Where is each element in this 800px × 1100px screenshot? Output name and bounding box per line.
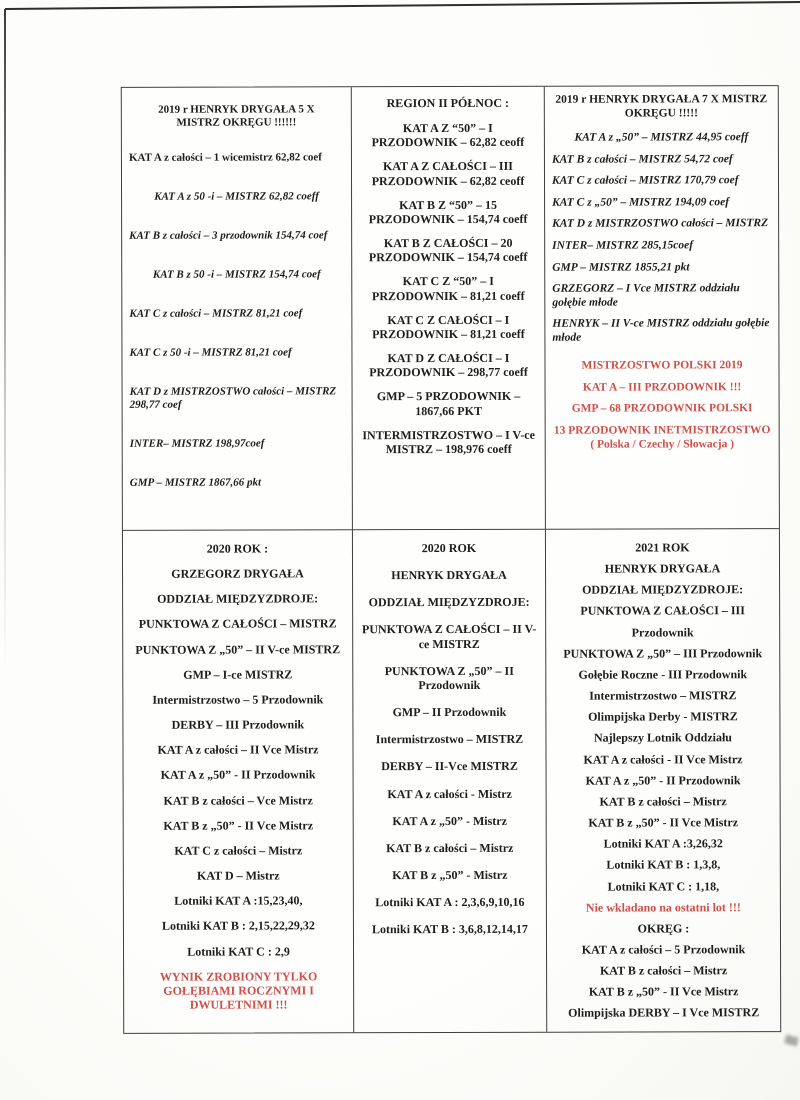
achievement-line: Najlepszy Lotnik Oddziału bbox=[593, 730, 733, 746]
scan-smudge bbox=[784, 1034, 799, 1046]
cell-header: 2019 r HENRYK DRYGAŁA 5 X MISTRZ OKRĘGU !!!!!! bbox=[158, 103, 315, 129]
achievement-line: GMP – MISTRZ 1867,66 pkt bbox=[129, 476, 262, 489]
achievement-line: DERBY – III Przodownik bbox=[171, 717, 305, 732]
achievement-line: KAT B z całości – 3 przodownik 154,74 coef bbox=[129, 229, 328, 242]
achievement-line: Olimpijska Derby - MISTRZ bbox=[588, 709, 738, 724]
achievement-line: KAT A Z CAŁOŚCI – III PRZODOWNIK – 62,82 ceoff bbox=[371, 159, 525, 188]
achievement-line: Gołębie Roczne - III Przodownik bbox=[578, 667, 748, 682]
achievement-line: GMP – 5 PRZODOWNIK – 1867,66 PKT bbox=[376, 389, 521, 418]
achievement-line: ODDZIAŁ MIĘDZYZDROJE: bbox=[368, 595, 530, 610]
achievement-line: KAT A z „50” - II Przodownik bbox=[160, 767, 316, 783]
achievement-line: ODDZIAŁ MIĘDZYZDROJE: bbox=[157, 591, 319, 607]
achievement-line: KAT C Z CAŁOŚCI – I PRZODOWNIK – 81,21 coeff bbox=[372, 312, 525, 342]
achievement-line: KAT B z „50” - II Vce Mistrz bbox=[588, 815, 739, 830]
achievement-line: Lotniki KAT C : 2,9 bbox=[187, 943, 290, 959]
achievement-line: KAT B z całości – Vce Mistrz bbox=[163, 792, 313, 808]
achievement-line: KAT B z całości – Mistrz bbox=[599, 794, 727, 809]
achievement-line: KAT A z 50 -i – MISTRZ 62,82 coeff bbox=[154, 190, 319, 203]
achievement-line: KAT B z „50” - II Vce Mistrz bbox=[163, 818, 314, 833]
scan-edge-top bbox=[5, 1, 800, 10]
achievement-line: KAT B z „50” - II Vce Mistrz bbox=[588, 984, 739, 999]
achievement-line: GMP – MISTRZ 1855,21 pkt bbox=[552, 260, 690, 274]
achievement-line: PUNKTOWA Z „50” – III Przodownik bbox=[563, 645, 763, 661]
achievement-line: Lotniki KAT A :15,23,40, bbox=[174, 893, 303, 908]
achievement-line: KAT B z całości – MISTRZ 54,72 coef bbox=[551, 152, 733, 166]
achievement-line: HENRYK DRYGAŁA bbox=[391, 568, 507, 583]
achievement-line: DERBY – II-Vce MISTRZ bbox=[381, 759, 518, 774]
achievement-line: PUNKTOWA Z „50” – II Przodownik bbox=[384, 663, 514, 693]
achievement-line: Lotniki KAT B : 1,3,8, bbox=[606, 857, 721, 872]
achievement-line: KAT B z „50” - Mistrz bbox=[392, 867, 508, 883]
achievement-line: KAT C z „50” – MISTRZ 194,09 coef bbox=[552, 196, 730, 209]
achievement-line: KAT C z 50 -i – MISTRZ 81,21 coef bbox=[129, 346, 292, 359]
achievement-line: KAT A z całości - II Vce Mistrz bbox=[583, 751, 743, 767]
achievement-line: Intermistrzostwo – MISTRZ bbox=[375, 732, 524, 747]
achievement-line: PUNKTOWA Z CAŁOŚCI – III bbox=[580, 603, 745, 619]
achievement-line: INTER– MISTRZ 198,97coef bbox=[129, 437, 265, 450]
achievement-line: ODDZIAŁ MIĘDZYZDROJE: bbox=[582, 582, 744, 597]
achievement-line: Olimpijska DERBY – I Vce MISTRZ bbox=[568, 1005, 760, 1021]
achievement-line: KAT A – III PRZODOWNIK !!! bbox=[582, 381, 742, 394]
achievement-line: KAT A z „50” - II Przodownik bbox=[585, 772, 741, 788]
achievement-line: KAT B z całości – Mistrz bbox=[386, 840, 514, 856]
cell-header: REGION II PÓŁNOC : bbox=[386, 95, 509, 111]
scan-edge-left bbox=[4, 9, 6, 669]
achievement-line: GMP – I-ce MISTRZ bbox=[183, 667, 293, 682]
achievement-line: GRZEGORZ DRYGAŁA bbox=[171, 566, 304, 581]
achievement-line: KAT D z MISTRZOSTWO całości – MISTRZ 298,77 coef bbox=[129, 385, 337, 411]
cell-header: 2020 ROK : bbox=[206, 541, 269, 556]
table-cell-2020-henryk bbox=[353, 530, 547, 1033]
achievement-line: Przodownik bbox=[631, 624, 694, 640]
achievement-line: GMP – 68 PRZODOWNIK POLSKI bbox=[571, 402, 753, 416]
achievement-line: KAT A z „50” - Mistrz bbox=[392, 813, 507, 828]
achievement-line: Lotniki KAT A :3,26,32 bbox=[603, 836, 723, 851]
achievement-line: INTER– MISTRZ 285,15coef bbox=[552, 239, 694, 252]
achievement-line: INTERMISTRZOSTWO – I V-ce MISTRZ – 198,976 coeff bbox=[362, 427, 535, 456]
achievement-line: KAT A z całości – II Vce Mistrz bbox=[157, 742, 319, 758]
achievement-line: 13 PRZODOWNIK INETMISTRZOSTWO ( Polska / Czechy / Słowacja ) bbox=[553, 424, 771, 451]
achievement-line: HENRYK DRYGAŁA bbox=[604, 561, 721, 576]
achievement-line: Nie wkladano na ostatni lot !!! bbox=[585, 899, 741, 915]
achievement-line: KAT C z całości – Mistrz bbox=[174, 843, 303, 858]
achievement-line: KAT B z całości – Mistrz bbox=[599, 963, 728, 978]
achievement-line: KAT A z „50” – MISTRZ 44,95 coeff bbox=[574, 131, 749, 144]
achievement-line: PUNKTOWA Z „50” – II V-ce MISTRZ bbox=[135, 641, 341, 657]
achievement-line: KAT A z całości – 5 Przodownik bbox=[581, 942, 746, 957]
achievement-line: Lotniki KAT B : 2,15,22,29,32 bbox=[161, 918, 315, 934]
achievement-line: GRZEGORZ – I Vce MISTRZ oddziału gołębie młode bbox=[552, 282, 740, 309]
achievement-line: KAT A z całości - Mistrz bbox=[387, 786, 512, 801]
table-cell-2019-drygala-7x bbox=[545, 86, 779, 530]
achievement-line: Intermistrzostwo – MISTRZ bbox=[589, 688, 737, 703]
table-cell-2019-drygala-5x bbox=[122, 87, 353, 531]
achievement-line: KAT A Z “50” – I PRZODOWNIK – 62,82 ceoff bbox=[371, 121, 525, 150]
achievement-line: KAT D z MISTRZOSTWO całości – MISTRZ bbox=[552, 217, 769, 231]
achievement-line: KAT C Z “50” – I PRZODOWNIK – 81,21 coeff bbox=[371, 274, 525, 303]
results-table bbox=[121, 85, 781, 1034]
table-cell-region-ii-polnoc bbox=[352, 87, 546, 531]
achievement-line: KAT B Z “50” – 15 PRZODOWNIK – 154,74 coeff bbox=[368, 197, 528, 227]
achievement-line: Intermistrzostwo – 5 Przodownik bbox=[152, 692, 324, 707]
cell-header: 2019 r HENRYK DRYGAŁA 7 X MISTRZ OKRĘGU !!!!! bbox=[555, 93, 768, 120]
achievement-line: Lotniki KAT B : 3,6,8,12,14,17 bbox=[371, 922, 528, 937]
cell-header: 2021 ROK bbox=[635, 540, 690, 555]
achievement-line: KAT B Z CAŁOŚCI – 20 PRZODOWNIK – 154,74 coeff bbox=[368, 235, 528, 265]
achievement-line: OKRĘG : bbox=[637, 921, 690, 936]
achievement-line: PUNKTOWA Z CAŁOŚCI – MISTRZ bbox=[138, 616, 337, 632]
cell-header: 2020 ROK bbox=[421, 540, 477, 556]
achievement-line: Lotniki KAT C : 1,18, bbox=[607, 878, 720, 894]
achievement-line: KAT C z całości – MISTRZ 81,21 coef bbox=[129, 307, 303, 320]
achievement-line: WYNIK ZROBIONY TYLKO GOŁĘBIAMI ROCZNYMI I DWULETNIMI !!! bbox=[159, 969, 318, 1012]
achievement-line: KAT A z całości – 1 wicemistrz 62,82 coef bbox=[128, 151, 322, 164]
achievement-line: KAT C z całości – MISTRZ 170,79 coef bbox=[551, 174, 739, 187]
achievement-line: GMP – II Przodownik bbox=[392, 704, 507, 720]
achievement-line: HENRYK – II V-ce MISTRZ oddziału gołębie młode bbox=[552, 317, 770, 344]
achievement-line: KAT D – Mistrz bbox=[197, 868, 280, 883]
achievement-line: PUNKTOWA Z CAŁOŚCI – II V-ce MISTRZ bbox=[361, 622, 537, 651]
table-cell-2021-henryk bbox=[546, 529, 780, 1032]
achievement-line: KAT D Z CAŁOŚCI – I PRZODOWNIK – 298,77 coeff bbox=[369, 350, 528, 380]
achievement-line: Lotniki KAT A : 2,3,6,9,10,16 bbox=[375, 894, 525, 910]
achievement-line: KAT B z 50 -i – MISTRZ 154,74 coef bbox=[152, 268, 321, 281]
table-cell-2020-grzegorz bbox=[123, 530, 354, 1033]
achievement-line: MISTRZOSTWO POLSKI 2019 bbox=[581, 359, 743, 372]
